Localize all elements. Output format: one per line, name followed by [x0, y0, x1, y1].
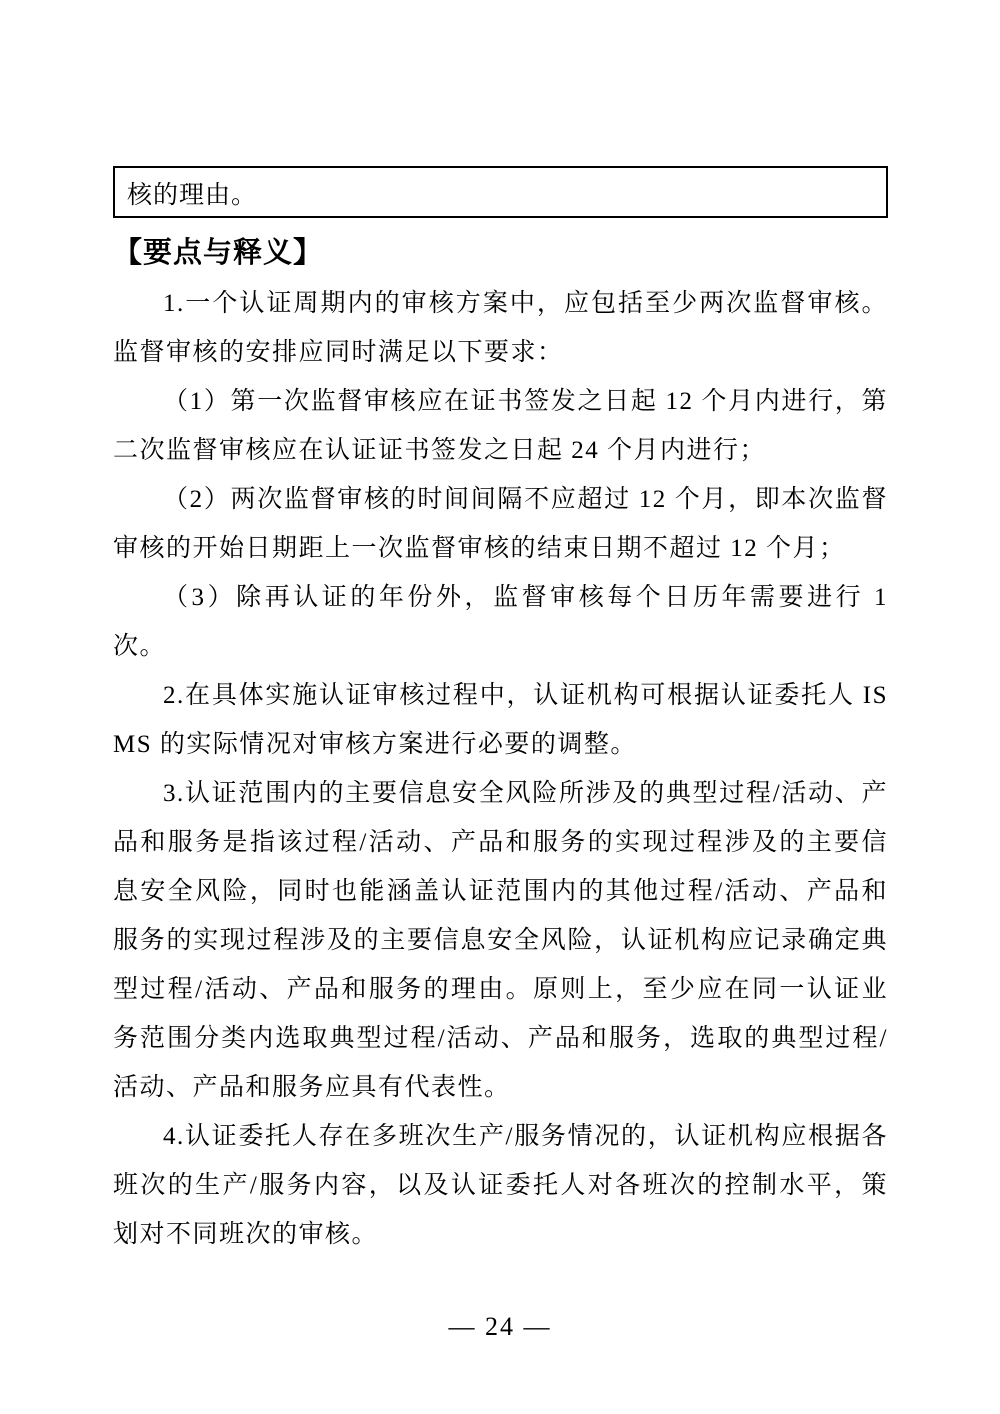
paragraph-7: 4.认证委托人存在多班次生产/服务情况的，认证机构应根据各班次的生产/服务内容，以及认证委托人对各班次的控制水平，策划对不同班次的审核。 [113, 1123, 888, 1248]
paragraph-4: （3）除再认证的年份外，监督审核每个日历年需要进行 1 次。 [113, 584, 888, 660]
section-header: 【要点与释义】 [113, 237, 324, 269]
page-footer [0, 1312, 1000, 1342]
paragraph-5: 2.在具体实施认证审核过程中，认证机构可根据认证委托人 ISMS 的实际情况对审核方案进行必要的调整。 [113, 682, 888, 758]
paragraph-3: （2）两次监督审核的时间间隔不应超过 12 个月，即本次监督审核的开始日期距上一次监督审核的结束日期不超过 12 个月； [113, 486, 888, 562]
page-number: — 24 — [448, 1312, 552, 1341]
paragraph-2: （1）第一次监督审核应在证书签发之日起 12 个月内进行，第二次监督审核应在认证证书签发之日起 24 个月内进行； [113, 388, 888, 464]
paragraph-1: 1.一个认证周期内的审核方案中，应包括至少两次监督审核。监督审核的安排应同时满足以下要求： [113, 290, 888, 366]
boxed-note-text: 核的理由。 [127, 182, 258, 209]
paragraph-6: 3.认证范围内的主要信息安全风险所涉及的典型过程/活动、产品和服务是指该过程/活动、产品和服务的实现过程涉及的主要信息安全风险，同时也能涵盖认证范围内的其他过程/活动、产品和服务的实现过程涉及的主要信息安全风险，认证机构应记录确定典型过程/活动、产品和服务的理由。原则上，至少应在同一认证业务范围分类内选取典型过程/活动、产品和服务，选取的典型过程/活动、产品和服务应具有代表性。 [113, 780, 888, 1101]
boxed-note [113, 166, 888, 218]
body-text [113, 279, 888, 1259]
